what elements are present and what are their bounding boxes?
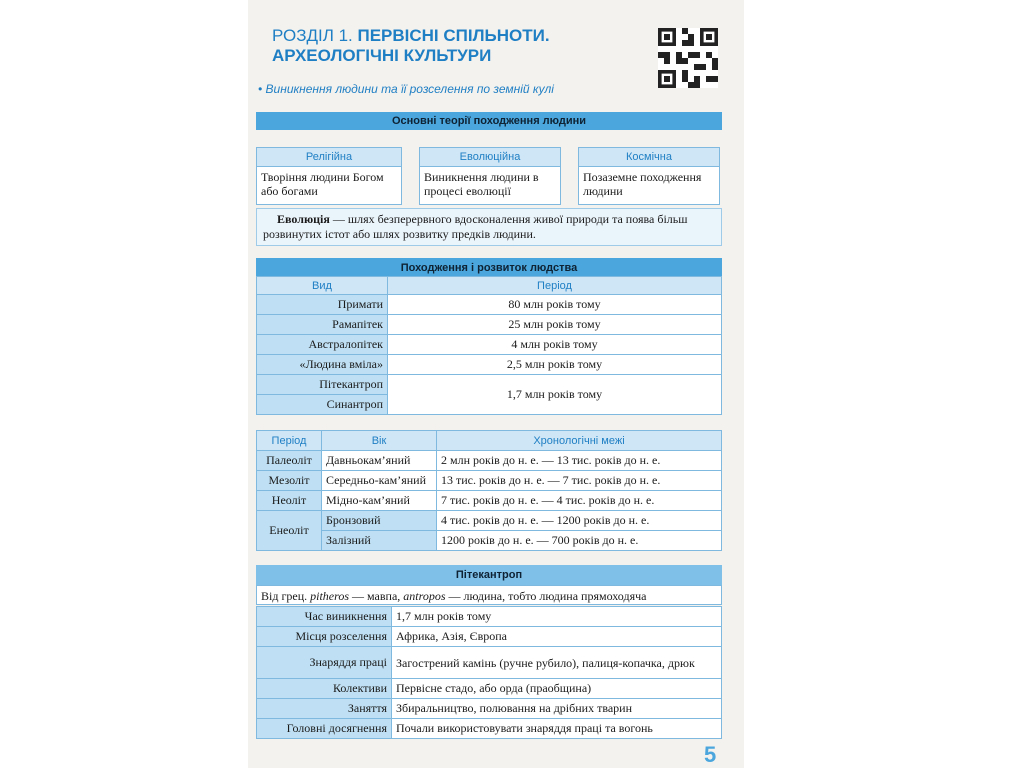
table-row [257, 315, 722, 335]
period-cell: Мезоліт [257, 471, 322, 491]
theory-cosmic [578, 147, 720, 205]
period-cell: Палеоліт [257, 451, 322, 471]
theory-evolutionary [419, 147, 561, 205]
qr-code-icon[interactable] [658, 28, 718, 88]
kind-cell: Рамапітек [257, 315, 388, 335]
table-row [257, 627, 722, 647]
period-cell: 4 млн років тому [388, 335, 722, 355]
subtopic-heading: • Виникнення людини та її розселення по земній кулі [258, 82, 554, 96]
label-cell: Головні досягнення [257, 719, 392, 739]
period-cell: 1,7 млн років тому [388, 375, 722, 415]
table-row [257, 491, 722, 511]
bounds-cell: 2 млн років до н. е. — 13 тис. років до н. е. [437, 451, 722, 471]
period-cell: Неоліт [257, 491, 322, 511]
table-row [257, 471, 722, 491]
kind-cell: Австралопітек [257, 335, 388, 355]
bounds-cell: 1200 років до н. е. — 700 років до н. е. [437, 531, 722, 551]
table-row [257, 679, 722, 699]
pithec-etymology: Від грец. pitheros — мавпа, antropos — людина, тобто людина прямоходяча [256, 585, 722, 605]
pithec-header: Пітекантроп [256, 565, 722, 585]
table-row [257, 647, 722, 679]
page-number: 5 [704, 742, 717, 767]
col-period: Період [388, 277, 722, 295]
kind-cell: Примати [257, 295, 388, 315]
definition-term: Еволюція [277, 212, 330, 226]
value-cell: Африка, Азія, Європа [392, 627, 722, 647]
period-cell: Енеоліт [257, 511, 322, 551]
origin-table [256, 276, 722, 415]
theory-name: Космічна [579, 148, 719, 167]
evolution-definition [256, 208, 722, 246]
table-row [257, 295, 722, 315]
table-row [257, 607, 722, 627]
bounds-cell: 13 тис. років до н. е. — 7 тис. років до н. е. [437, 471, 722, 491]
label-cell: Колективи [257, 679, 392, 699]
col-period: Період [257, 431, 322, 451]
theory-text: Позаземне походження людини [583, 170, 702, 198]
kind-cell: Синантроп [257, 395, 388, 415]
theories-header: Основні теорії походження людини [256, 112, 722, 130]
pithec-table [256, 606, 722, 739]
value-cell: Збиральництво, полювання на дрібних тварин [392, 699, 722, 719]
table-row [257, 355, 722, 375]
theory-text: Творіння людини Богом або богами [261, 170, 384, 198]
definition-text: — шлях безперервного вдосконалення живої природи та поява більш розвинутих істот або шлях розвитку предків людини. [263, 212, 688, 241]
age-cell: Давньокам’яний [322, 451, 437, 471]
col-kind: Вид [257, 277, 388, 295]
value-cell: 1,7 млн років тому [392, 607, 722, 627]
label-cell: Заняття [257, 699, 392, 719]
table-row [257, 511, 722, 531]
age-cell: Мідно-кам’яний [322, 491, 437, 511]
value-cell: Загострений камінь (ручне рубило), палиця-копачка, дрюк [392, 647, 722, 679]
age-cell: Бронзовий [322, 511, 437, 531]
table-row [257, 375, 722, 395]
period-cell: 25 млн років тому [388, 315, 722, 335]
table-row [257, 699, 722, 719]
age-cell: Середньо-кам’яний [322, 471, 437, 491]
origin-header: Походження і розвиток людства [256, 258, 722, 276]
bounds-cell: 7 тис. років до н. е. — 4 тис. років до н. е. [437, 491, 722, 511]
period-cell: 80 млн років тому [388, 295, 722, 315]
theory-text: Виникнення людини в процесі еволюції [424, 170, 539, 198]
label-cell: Час виникнення [257, 607, 392, 627]
age-cell: Залізний [322, 531, 437, 551]
table-row [257, 335, 722, 355]
table-row [257, 451, 722, 471]
table-row [257, 719, 722, 739]
col-bounds: Хронологічні межі [437, 431, 722, 451]
table-row [257, 531, 722, 551]
value-cell: Первісне стадо, або орда (праобщина) [392, 679, 722, 699]
col-age: Вік [322, 431, 437, 451]
ages-table [256, 430, 722, 551]
theory-religious [256, 147, 402, 205]
theory-name: Еволюційна [420, 148, 560, 167]
value-cell: Почали використовувати знаряддя праці та вогонь [392, 719, 722, 739]
bounds-cell: 4 тис. років до н. е. — 1200 років до н. е. [437, 511, 722, 531]
kind-cell: «Людина вміла» [257, 355, 388, 375]
period-cell: 2,5 млн років тому [388, 355, 722, 375]
label-cell: Місця розселення [257, 627, 392, 647]
label-cell: Знаряддя праці [257, 647, 392, 679]
kind-cell: Пітекантроп [257, 375, 388, 395]
section-title: РОЗДІЛ 1. ПЕРВІСНІ СПІЛЬНОТИ. АРХЕОЛОГІЧНІ КУЛЬТУРИ [272, 26, 550, 65]
theory-name: Релігійна [257, 148, 401, 167]
